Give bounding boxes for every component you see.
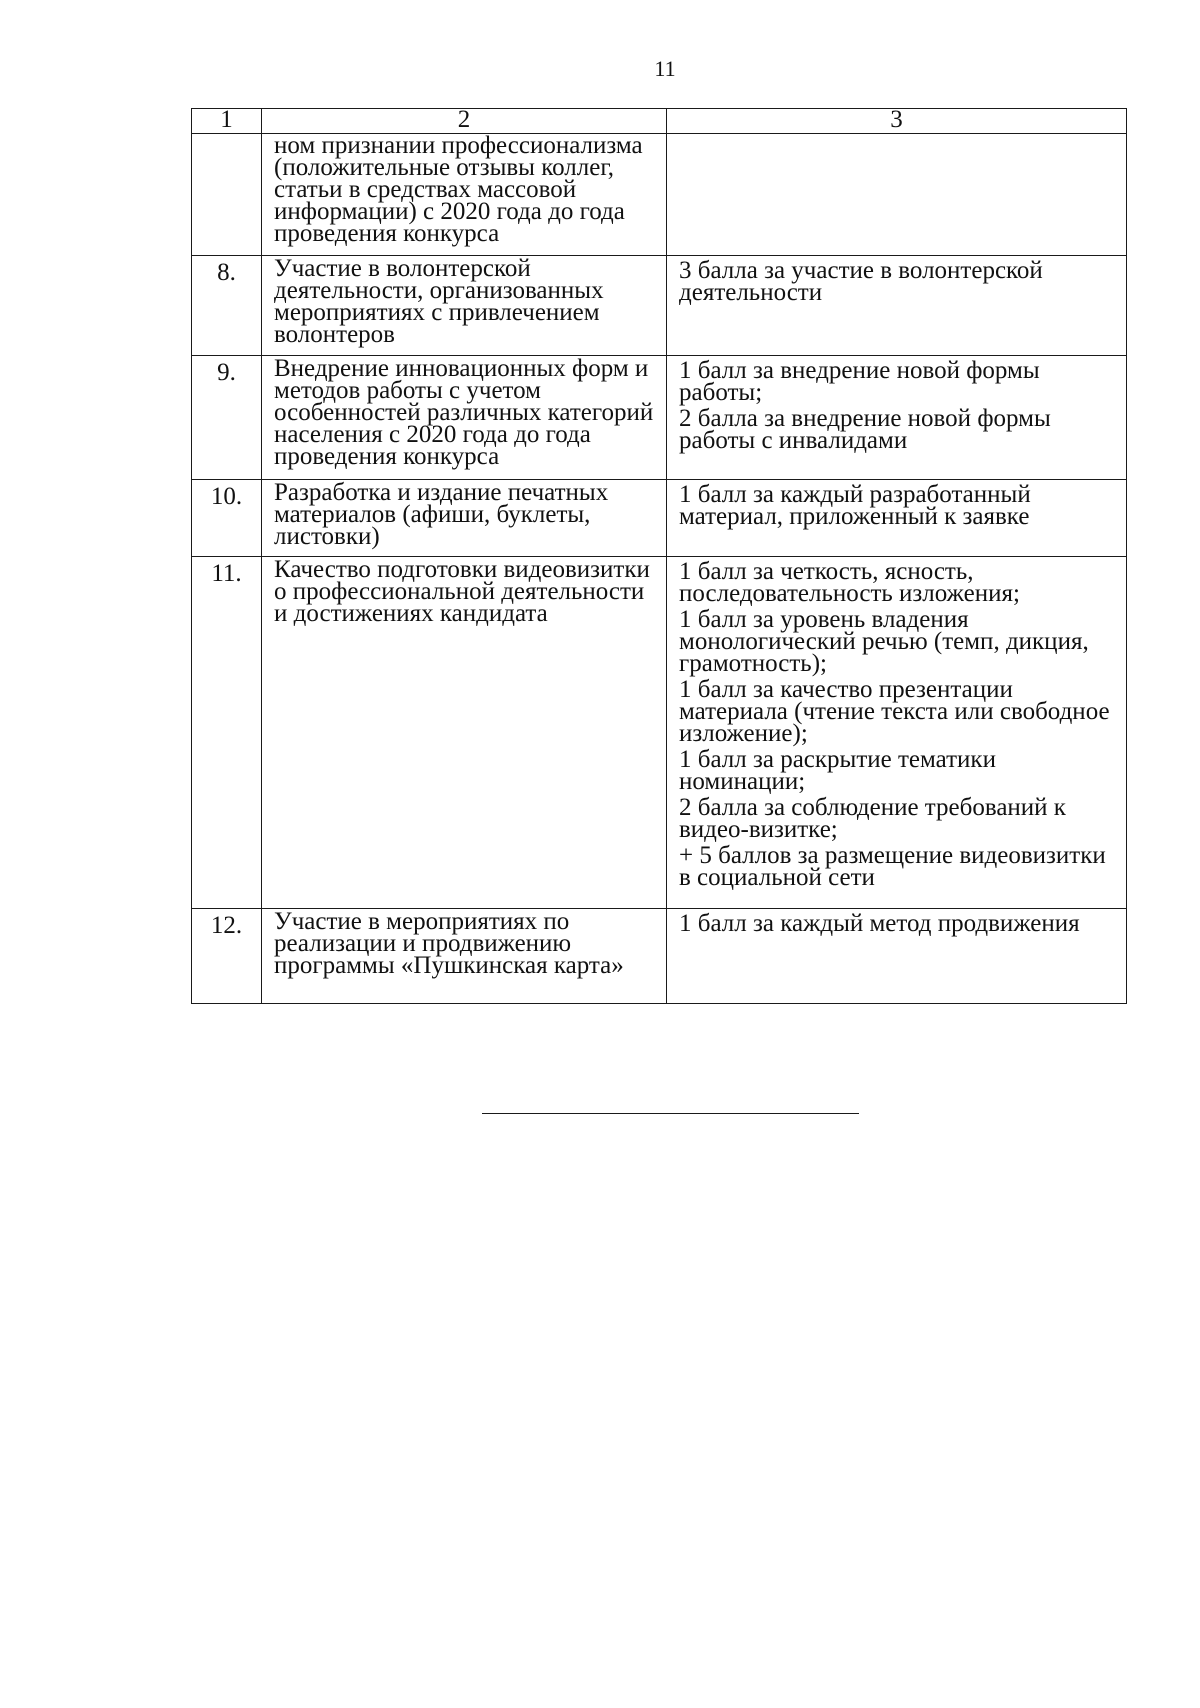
score-item: 2 балла за внедрение новой формы работы с инвалидами: [679, 405, 1051, 454]
row-number: 9.: [192, 356, 262, 480]
score-cell: [667, 256, 1127, 356]
score-item: 2 балла за соблюдение требований к видео-визитке;: [679, 794, 1066, 843]
score-item: 1 балл за уровень владения монологический речью (темп, дикция, грамотность);: [679, 606, 1089, 677]
criterion-text: Участие в мероприятиях по реализации и продвижению программы «Пушкинская карта»: [262, 909, 667, 1004]
table-row: [192, 256, 1127, 356]
column-header-2: 2: [262, 109, 667, 134]
row-number: [192, 134, 262, 256]
table-row: [192, 356, 1127, 480]
row-number: 10.: [192, 480, 262, 557]
criterion-text: ном признании профессионализма (положительные отзывы коллег, статьи в средствах массовой информации) с 2020 года до года проведения конкурса: [262, 134, 667, 256]
score-item: 1 балл за раскрытие тематики номинации;: [679, 746, 996, 795]
table-row: [192, 480, 1127, 557]
criterion-text: Участие в волонтерской деятельности, организованных мероприятиях с привлечением волонтеров: [262, 256, 667, 356]
table-header-row: [192, 109, 1127, 134]
end-rule: [482, 1113, 859, 1114]
score-item: 1 балл за внедрение новой формы работы;: [679, 357, 1040, 406]
table-body: [192, 134, 1127, 1004]
score-item: 1 балл за четкость, ясность, последовательность изложения;: [679, 558, 1020, 607]
score-item: 1 балл за каждый разработанный материал, приложенный к заявке: [679, 481, 1031, 530]
table-row: [192, 909, 1127, 1004]
column-header-3: 3: [667, 109, 1127, 134]
criteria-table: [191, 108, 1127, 1004]
score-cell: [667, 480, 1127, 557]
row-number: 12.: [192, 909, 262, 1004]
column-header-1: 1: [192, 109, 262, 134]
page-number: 11: [654, 56, 676, 81]
score-cell: [667, 557, 1127, 909]
row-number: 8.: [192, 256, 262, 356]
score-item: 3 балла за участие в волонтерской деятельности: [679, 257, 1043, 306]
score-cell: [667, 909, 1127, 1004]
score-cell: [667, 134, 1127, 256]
score-item: 1 балл за качество презентации материала (чтение текста или свободное изложение);: [679, 676, 1110, 747]
criterion-text: Качество подготовки видеовизитки о профессиональной деятельности и достижениях кандидата: [262, 557, 667, 909]
score-item: 1 балл за каждый метод продвижения: [679, 910, 1080, 937]
score-item: + 5 баллов за размещение видеовизитки в социальной сети: [679, 842, 1106, 891]
criterion-text: Разработка и издание печатных материалов (афиши, буклеты, листовки): [262, 480, 667, 557]
table-row: [192, 557, 1127, 909]
criterion-text: Внедрение инновационных форм и методов работы с учетом особенностей различных категорий населения с 2020 года до года проведения конкурса: [262, 356, 667, 480]
table-row: [192, 134, 1127, 256]
score-cell: [667, 356, 1127, 480]
row-number: 11.: [192, 557, 262, 909]
